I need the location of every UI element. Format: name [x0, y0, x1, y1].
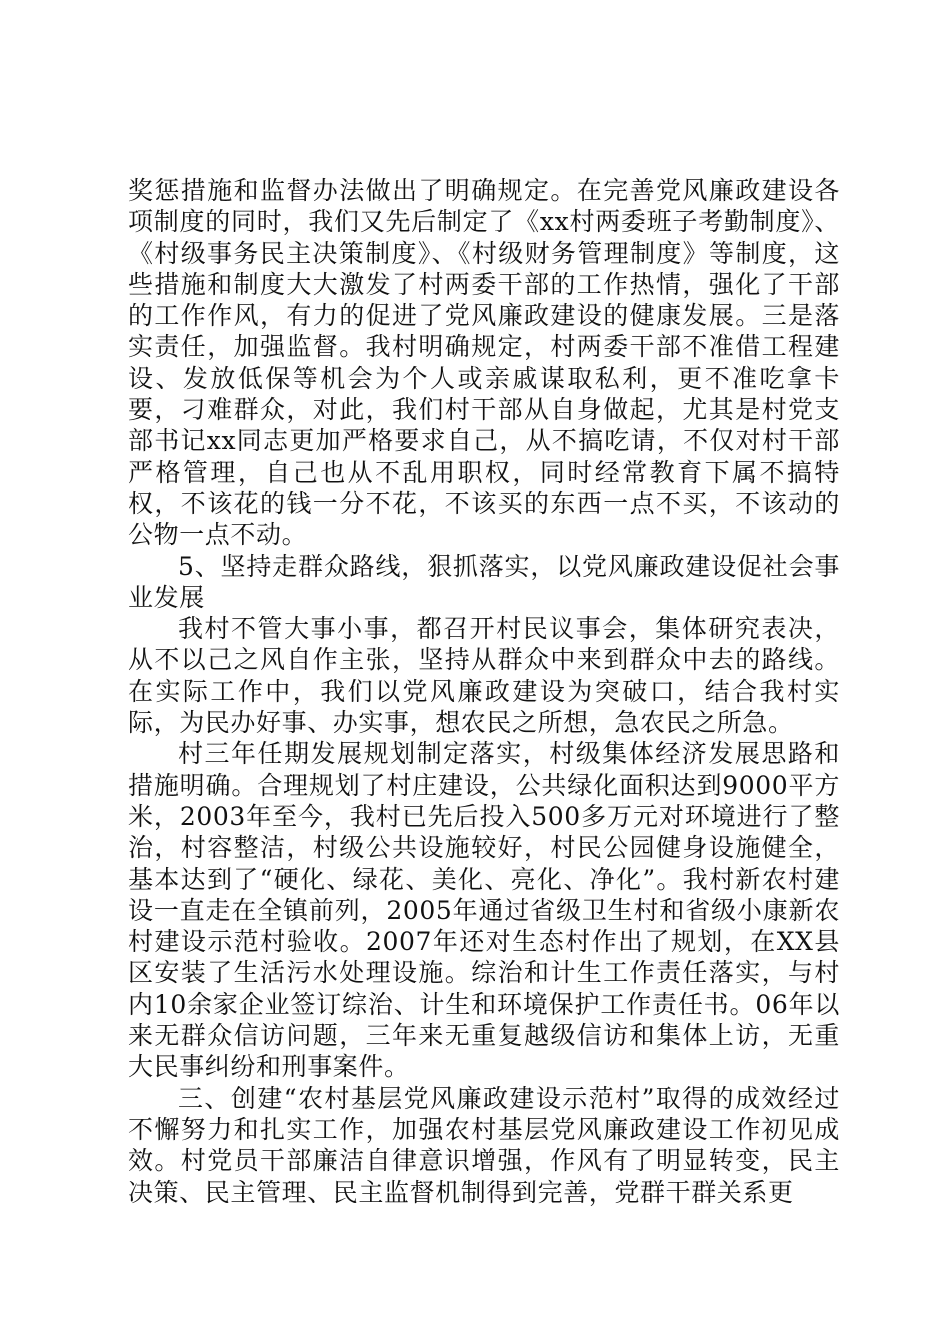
- paragraph-achievements: 三、创建“农村基层党风廉政建设示范村”取得的成效经过不懈努力和扎实工作，加强农村基层党风廉政建设工作初见成效。村党员干部廉洁自律意识增强，作风有了明显转变，民主决策、民主管理、民主监督机制得到完善，党群干群关系更: [128, 1083, 840, 1207]
- paragraph-development-plan: 村三年任期发展规划制定落实，村级集体经济发展思路和措施明确。合理规划了村庄建设，公共绿化面积达到9000平方米，2003年至今，我村已先后投入500多万元对环境进行了整治，村容整洁，村级公共设施较好，村民公园健身设施健全，基本达到了“硬化、绿花、美化、亮化、净化”。我村新农村建设一直走在全镇前列，2005年通过省级卫生村和省级小康新农村建设示范村验收。2007年还对生态村作出了规划，在XX县区安装了生活污水处理设施。综治和计生工作责任落实，与村内10余家企业签订综治、计生和环境保护工作责任书。06年以来无群众信访问题，三年来无重复越级信访和集体上访，无重大民事纠纷和刑事案件。: [128, 739, 840, 1082]
- document-body: [128, 175, 840, 1208]
- paragraph-rules-continuation: 奖惩措施和监督办法做出了明确规定。在完善党风廉政建设各项制度的同时，我们又先后制定了《xx村两委班子考勤制度》、《村级事务民主决策制度》、《村级财务管理制度》等制度，这些措施和制度大大激发了村两委干部的工作热情，强化了干部的工作作风，有力的促进了党风廉政建设的健康发展。三是落实责任，加强监督。我村明确规定，村两委干部不准借工程建设、发放低保等机会为个人或亲戚谋取私利，更不准吃拿卡要，刁难群众，对此，我们村干部从自身做起，尤其是村党支部书记xx同志更加严格要求自己，从不搞吃请，不仅对村干部严格管理，自己也从不乱用职权，同时经常教育下属不搞特权，不该花的钱一分不花，不该买的东西一点不买，不该动的公物一点不动。: [128, 176, 840, 550]
- section-heading-mass-line: 5、坚持走群众路线，狠抓落实，以党风廉政建设促社会事业发展: [128, 551, 840, 612]
- paragraph-village-council: 我村不管大事小事，都召开村民议事会，集体研究表决，从不以己之风自作主张，坚持从群众中来到群众中去的路线。在实际工作中，我们以党风廉政建设为突破口，结合我村实际，为民办好事、办实事，想农民之所想，急农民之所急。: [128, 614, 840, 738]
